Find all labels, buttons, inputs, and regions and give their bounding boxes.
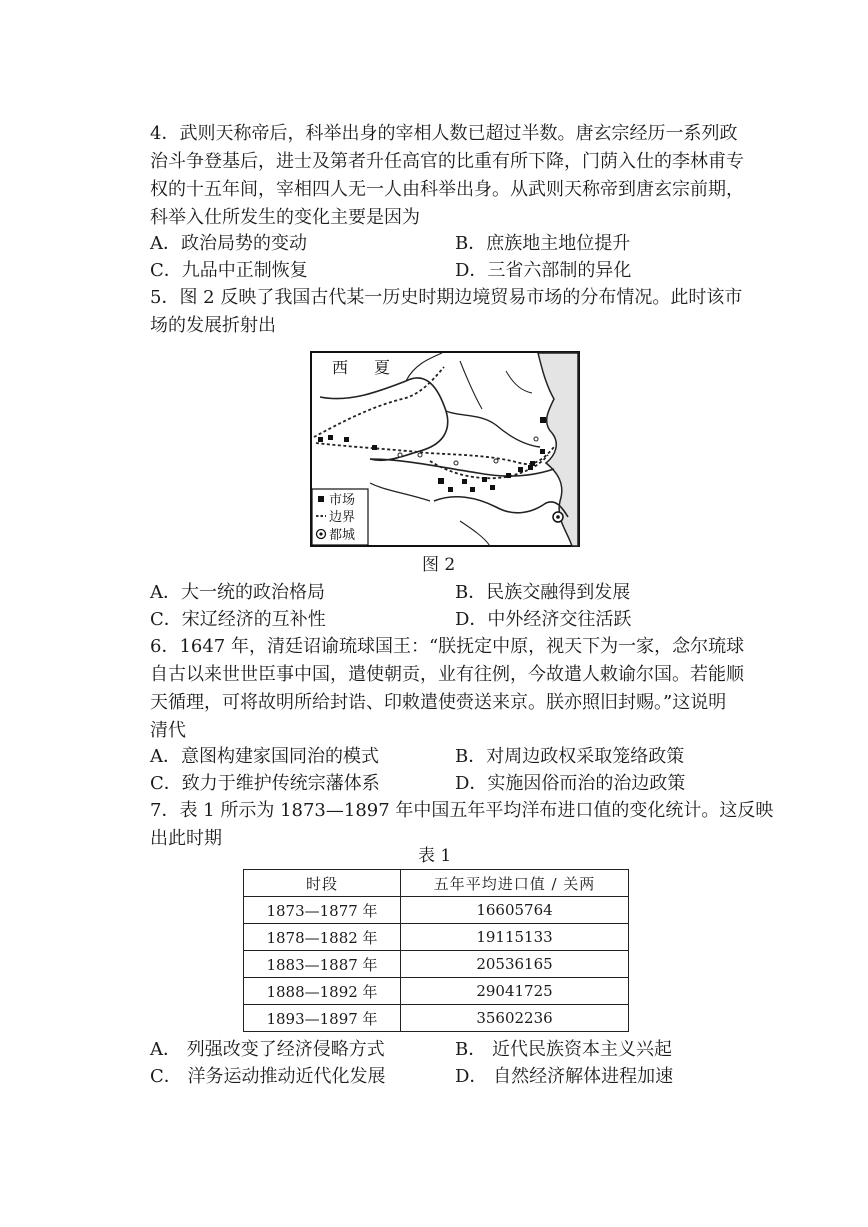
table-cell-period: 1878—1882 年: [244, 924, 401, 951]
legend-market-label: 市场: [329, 493, 356, 508]
question-6-line-4: 清代: [150, 720, 186, 741]
question-4-option-a[interactable]: A．政治局势的变动: [150, 233, 307, 254]
import-value-table: [243, 869, 629, 1032]
table-header-row: [244, 870, 629, 897]
question-4-line-3: 权的十五年间，宰相四人无一人由科举出身。从武则天称帝到唐玄宗前期，: [150, 179, 744, 200]
region-label-1: 西: [332, 358, 349, 377]
region-label-2: 夏: [374, 358, 391, 377]
table-cell-value: 35602236: [401, 1005, 629, 1032]
table-row: [244, 1005, 629, 1032]
question-6-option-a[interactable]: A．意图构建家国同治的模式: [150, 746, 379, 767]
question-7-option-c[interactable]: C． 洋务运动推动近代化发展: [150, 1066, 386, 1087]
question-4-line-1: 4．武则天称帝后，科举出身的宰相人数已超过半数。唐玄宗经历一系列政: [150, 123, 738, 144]
question-7-option-d[interactable]: D． 自然经济解体进程加速: [455, 1066, 674, 1087]
figure-2-caption: 图 2: [422, 555, 456, 575]
question-6-line-2: 自古以来世世臣事中国，遣使朝贡，业有往例，今故遣人敕谕尔国。若能顺: [150, 664, 744, 685]
legend-capital-label: 都城: [329, 528, 356, 543]
question-5-option-c[interactable]: C．宋辽经济的互补性: [150, 609, 326, 630]
table-cell-value: 19115133: [401, 924, 629, 951]
table-row: [244, 924, 629, 951]
table-cell-period: 1888—1892 年: [244, 978, 401, 1005]
question-4-option-c[interactable]: C．九品中正制恢复: [150, 260, 308, 281]
table-1-caption: 表 1: [418, 846, 452, 866]
legend-border-label: 边界: [329, 510, 356, 525]
question-4-option-b[interactable]: B．庶族地主地位提升: [455, 233, 631, 254]
question-5-option-a[interactable]: A．大一统的政治格局: [150, 582, 325, 603]
question-5-option-d[interactable]: D．中外经济交往活跃: [455, 609, 632, 630]
question-6-option-b[interactable]: B．对周边政权采取笼络政策: [455, 746, 685, 767]
question-5-line-1: 5．图 2 反映了我国古代某一历史时期边境贸易市场的分布情况。此时该市: [150, 287, 743, 308]
question-5-option-b[interactable]: B．民族交融得到发展: [455, 582, 631, 603]
question-6-line-1: 6．1647 年，清廷诏谕琉球国王：“朕抚定中原，视天下为一家，念尔琉球: [150, 636, 745, 657]
map-legend: [312, 489, 368, 545]
question-5-line-2: 场的发展折射出: [150, 315, 276, 336]
table-cell-value: 16605764: [401, 897, 629, 924]
question-7-line-2: 出此时期: [150, 828, 222, 849]
table-header-value: 五年平均进口值 / 关两: [401, 870, 629, 897]
market-legend-icon: [318, 496, 324, 502]
question-6-line-3: 天循理，可将故明所给封诰、印敕遣使赍送来京。朕亦照旧封赐。”这说明: [150, 692, 727, 713]
table-cell-value: 29041725: [401, 978, 629, 1005]
question-6-option-d[interactable]: D．实施因俗而治的治边政策: [455, 773, 686, 794]
table-cell-period: 1883—1887 年: [244, 951, 401, 978]
table-row: [244, 951, 629, 978]
question-7-option-b[interactable]: B． 近代民族资本主义兴起: [455, 1039, 672, 1060]
table-row: [244, 978, 629, 1005]
table-cell-value: 20536165: [401, 951, 629, 978]
table-header-period: 时段: [244, 870, 401, 897]
question-6-option-c[interactable]: C．致力于维护传统宗藩体系: [150, 773, 380, 794]
trade-market-map: [310, 351, 580, 547]
table-cell-period: 1873—1877 年: [244, 897, 401, 924]
question-4-option-d[interactable]: D．三省六部制的异化: [455, 260, 632, 281]
question-4-line-4: 科举入仕所发生的变化主要是因为: [150, 207, 420, 228]
question-7-option-a[interactable]: A． 列强改变了经济侵略方式: [150, 1039, 385, 1060]
question-7-line-1: 7．表 1 所示为 1873—1897 年中国五年平均洋布进口值的变化统计。这反映: [150, 800, 774, 821]
question-4-line-2: 治斗争登基后，进士及第者升任高官的比重有所下降，门荫入仕的李林甫专: [150, 151, 744, 172]
table-cell-period: 1893—1897 年: [244, 1005, 401, 1032]
table-row: [244, 897, 629, 924]
